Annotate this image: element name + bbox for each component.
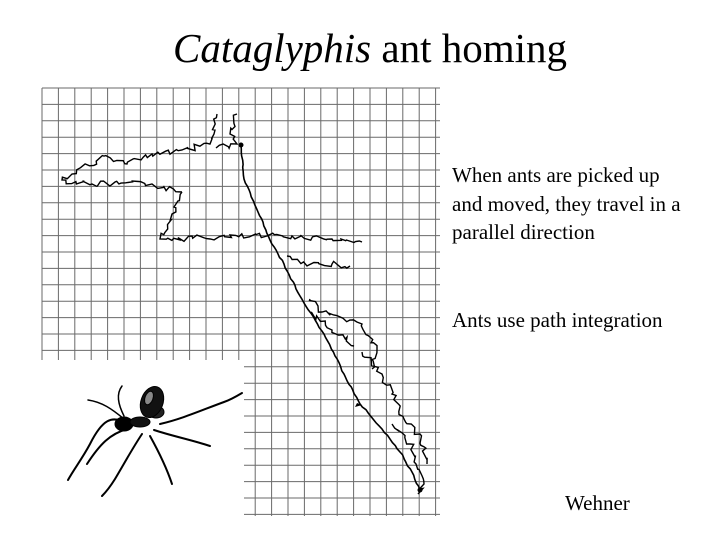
release-point	[239, 143, 244, 148]
credit-author: Wehner	[565, 491, 630, 515]
nest-point	[418, 488, 423, 493]
ant-homing-figure	[32, 84, 452, 520]
slide-title	[0, 18, 720, 78]
bullet-path-integration: Ants use path integration	[452, 308, 663, 332]
title-rest: ant homing	[371, 25, 568, 71]
grid-map	[32, 84, 452, 520]
title-genus: Cataglyphis	[172, 25, 372, 71]
bullet-parallel-direction: When ants are picked up and moved, they travel in a parallel direction	[452, 163, 681, 244]
